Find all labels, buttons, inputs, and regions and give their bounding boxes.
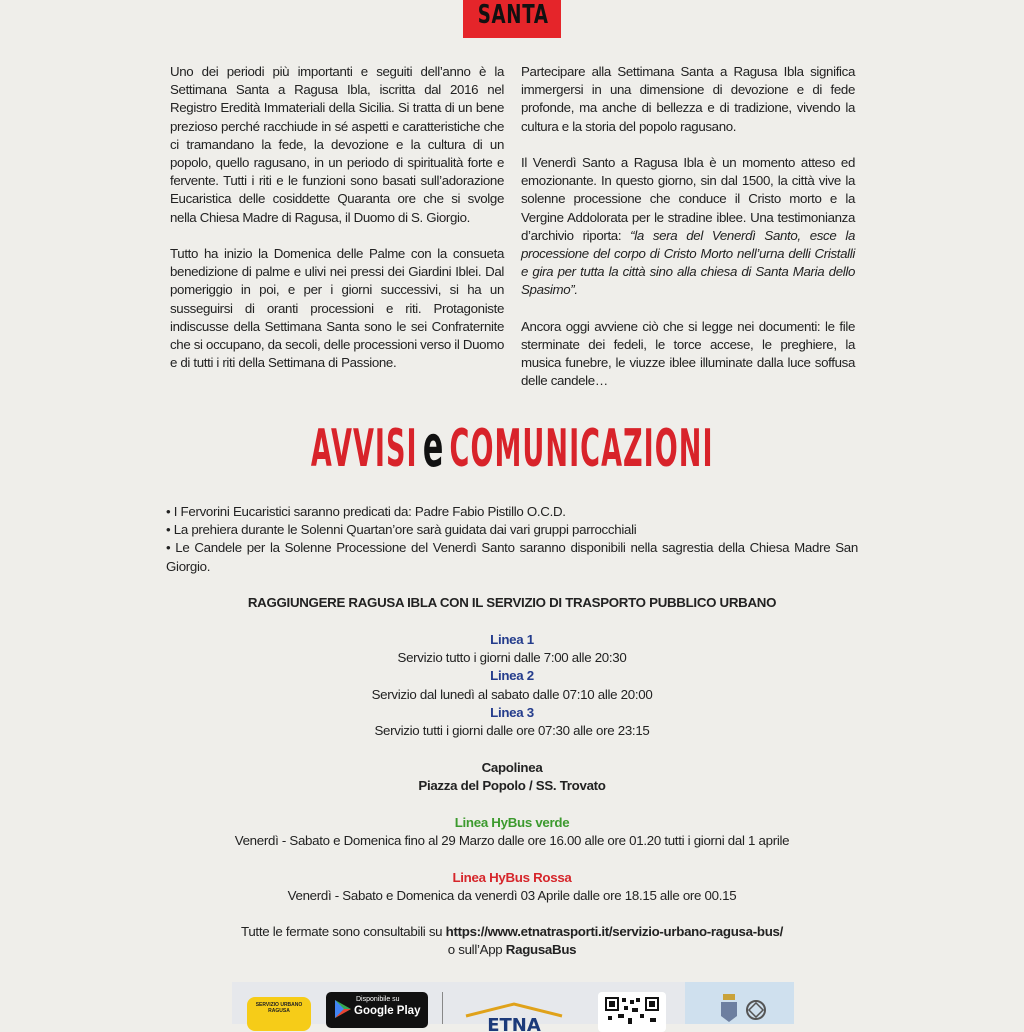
app-name: RagusaBus — [505, 942, 577, 958]
article-paragraph: Partecipare alla Settimana Santa a Ragusa Ibla significa immergersi in una dimensione di devozione e di fede profonde, ma anche di bellezza e di tradizione, vivendo la cultura e la storia del popolo ragusano. — [521, 64, 855, 134]
notice-item: • Le Candele per la Solenne Processione del Venerdì Santo saranno disponibili nella sagrestia della Chiesa Madre San Giorgio. — [166, 540, 858, 574]
hybus-green-service: Venerdì - Sabato e Domenica fino al 29 Marzo dalle ore 16.00 alle ore 01.20 tutti i giorni dal 1 aprile — [234, 833, 790, 849]
store-big-text: Google Play — [354, 1005, 421, 1017]
article-right-column — [521, 63, 855, 409]
google-play-icon — [335, 1000, 351, 1018]
notice-item: • I Fervorini Eucaristici saranno predicati da: Padre Fabio Pistillo O.C.D. — [166, 504, 566, 519]
line-service: Servizio tutto i giorni dalle 7:00 alle 20:30 — [397, 650, 627, 666]
article-paragraph: Ancora oggi avviene ciò che si legge nei documenti: le file sterminate dei fedeli, le torce accese, le preghiere, la musica funebre, le viuzze iblee illuminate dalla luce soffusa delle candele… — [521, 318, 855, 389]
section-title-word-2: e — [422, 412, 445, 480]
line-service: Servizio dal lunedì al sabato dalle 07:10 alle 20:00 — [371, 686, 653, 702]
banner-divider — [442, 992, 443, 1024]
hybus-green — [150, 814, 874, 850]
section-title-word-3: COMUNICAZIONI — [449, 419, 714, 479]
crest-icon — [685, 982, 794, 1024]
hybus-red — [150, 869, 874, 905]
etna-logo-text: ETNA — [487, 1015, 541, 1032]
etna-trasporti-logo — [460, 1002, 568, 1032]
store-small-text: Disponibile su — [356, 996, 400, 1003]
urban-service-logo — [247, 997, 311, 1031]
terminus — [150, 759, 874, 795]
header-title-text: SANTA — [477, 0, 549, 30]
bus-lines — [150, 631, 874, 740]
google-play-badge[interactable] — [326, 992, 428, 1028]
hybus-red-name: Linea HyBus Rossa — [452, 870, 572, 885]
notices-list — [166, 503, 858, 576]
article-paragraph: Uno dei periodi più importanti e seguiti dell’anno è la Settimana Santa a Ragusa Ibla, iscritta dal 2016 nel Registro Eredità Immateriali della Sicilia. Si tratta di un bene prezioso perché racchiude in sé aspetti e caratteristiche che ci tramandano la fede, la devozione e la cultura di un popolo, quello ragusano, in un periodo di spiritualità forte e fervente. Tutti i riti e le funzioni sono basati sull’adorazione Eucaristica delle cosiddette Quaranta ore che si svolge nella Chiesa Madre di Ragusa, il Duomo di S. Giorgio. — [170, 64, 504, 225]
section-title-word-1: AVVISI — [310, 419, 418, 479]
article-paragraph-quote — [521, 154, 855, 300]
qr-code-icon — [598, 992, 666, 1032]
stops-link[interactable]: https://www.etnatrasporti.it/servizio-urbano-ragusa-bus/ — [445, 924, 783, 939]
notice-item: • La prehiera durante le Solenni Quartan’ore sarà guidata dai vari gruppi parrocchiali — [166, 522, 637, 538]
line-service: Servizio tutti i giorni dalle ore 07:30 alle ore 23:15 — [374, 723, 650, 739]
quote-intro: Il Venerdì Santo a Ragusa Ibla è un momento atteso ed emozionante. In questo giorno, sin dal 1500, la città vive la solenne processione che conduce il Cristo morto e la Vergine Addolorata per le stradine iblee. Una testimonianza d’archivio riporta: — [521, 155, 855, 243]
terminus-label: Capolinea — [481, 760, 543, 775]
terminus-value: Piazza del Popolo / SS. Trovato — [418, 778, 606, 794]
article-paragraph: Tutto ha inizio la Domenica delle Palme con la consueta benedizione di palme e ulivi nei pressi dei Giardini Iblei. Dal pomeriggio in poi, e per i giorni successivi, si ha un susseguirsi di oranti processioni e riti. Protagoniste indiscusse della Settimana Santa sono le sei Confraternite che si occupano, da secoli, delle processioni verso il Duomo e di tutti i riti della Settimana di Passione. — [170, 246, 504, 371]
stops-text: Tutte le fermate sono consultabili su — [241, 924, 446, 939]
stops-info — [150, 923, 874, 959]
transport-heading: RAGGIUNGERE RAGUSA IBLA CON IL SERVIZIO DI TRASPORTO PUBBLICO URBANO — [247, 595, 777, 610]
line-name: Linea 3 — [490, 704, 534, 720]
hybus-red-service: Venerdì - Sabato e Domenica da venerdì 03 Aprile dalle ore 18.15 alle ore 00.15 — [287, 888, 737, 904]
line-name: Linea 2 — [490, 668, 534, 684]
line-name: Linea 1 — [490, 632, 534, 647]
hybus-green-name: Linea HyBus verde — [454, 815, 570, 830]
archive-quote: “la sera del Venerdì Santo, esce la processione del corpo di Cristo Morto nell’urna delli Cristalli e gira per tutta la città sino alla chiesa di Santa Maria dello Spasimo”. — [521, 227, 855, 298]
municipal-crest-panel — [685, 982, 794, 1024]
article-left-column — [170, 63, 504, 391]
app-text: o sull’App — [447, 942, 506, 958]
section-title — [0, 412, 1024, 482]
header-title-tab — [463, 0, 561, 38]
urban-service-logo-text: SERVIZIO URBANO RAGUSA — [255, 1002, 303, 1014]
